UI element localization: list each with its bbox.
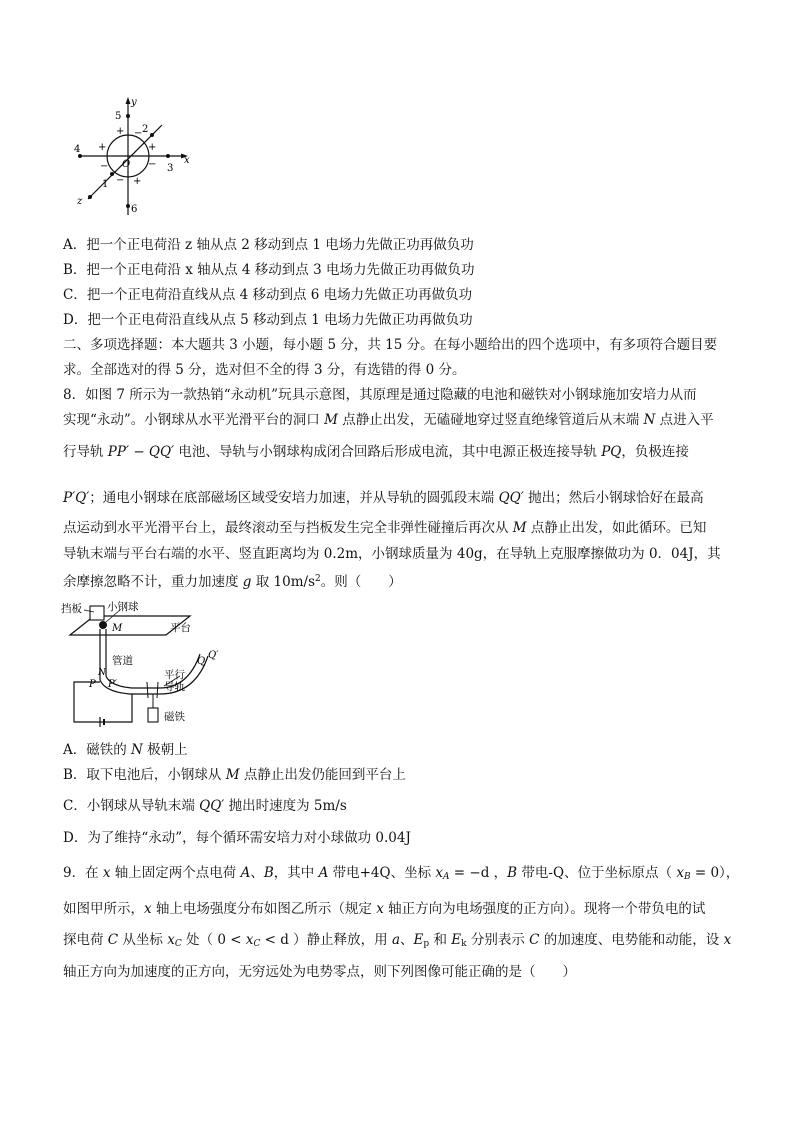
ball-label: 小钢球 bbox=[107, 601, 139, 613]
point-p-prime-label: P′ bbox=[108, 679, 117, 690]
point-2-label: 2 bbox=[142, 124, 149, 135]
magnet-label: 磁铁 bbox=[164, 711, 185, 723]
origin-label: O bbox=[122, 159, 131, 170]
charge-minus: − bbox=[134, 128, 143, 139]
q7-option-a[interactable]: A．把一个正电荷沿 z 轴从点 2 移动到点 1 电场力先做正功再做负功 bbox=[63, 237, 474, 253]
q7-option-d[interactable]: D．把一个正电荷沿直线从点 5 移动到点 1 电场力先做正功再做负功 bbox=[63, 312, 473, 328]
charge-minus: − bbox=[100, 161, 109, 172]
q9-stem-line2: 如图甲所示，x 轴上电场强度分布如图乙所示（规定 x 轴正方向为电场强度的正方向）。现将一个带负电的试 bbox=[63, 901, 706, 917]
x-axis-label: x bbox=[184, 155, 190, 166]
q8-stem-line5: 点运动到水平光滑平台上，最终滚动至与挡板发生完全非弹性碰撞后再次从 M 点静止出发，如此循环。已知 bbox=[63, 520, 707, 536]
q8-stem-line6: 导轨末端与平台右端的水平、竖直距离均为 0.2m，小钢球质量为 40g，在导轨上克服摩擦做功为 0．04J，其 bbox=[63, 546, 721, 562]
pipe-label: 管道 bbox=[112, 655, 133, 667]
charge-minus: − bbox=[148, 159, 157, 170]
q9-stem-line3: 探电荷 C 从坐标 $x_C$ 处（ $0 < x_C < d$ ）静止释放，用 a、$E_p$ 和 $E_k$ 分别表示 C 的加速度、电势能和动能，设 x bbox=[63, 932, 732, 949]
rail-label-line1: 平行 bbox=[164, 669, 185, 681]
charge-plus: + bbox=[116, 126, 125, 137]
q7-figure bbox=[60, 95, 200, 220]
point-q-label: Q bbox=[197, 656, 206, 667]
q8-option-b[interactable]: B．取下电池后，小钢球从 M 点静止出发仍能回到平台上 bbox=[63, 767, 406, 783]
baffle-label: 挡板 bbox=[61, 603, 82, 615]
platform-label: 平台 bbox=[170, 622, 191, 634]
rail-label-line2: 导轨 bbox=[164, 681, 185, 693]
q7-option-c[interactable]: C．把一个正电荷沿直线从点 4 移动到点 6 电场力先做正功再做负功 bbox=[63, 287, 473, 303]
charge-plus: + bbox=[148, 142, 157, 153]
point-3-label: 3 bbox=[167, 163, 174, 174]
q8-option-c[interactable]: C．小钢球从导轨末端 QQ′ 抛出时速度为 5m/s bbox=[63, 798, 347, 814]
q9-stem-line4: 轴正方向为加速度的正方向，无穷远处为电势零点，则下列图像可能正确的是（ ） bbox=[63, 964, 576, 980]
y-axis-label: y bbox=[131, 97, 137, 108]
q8-stem-line3: 行导轨 PP′ − QQ′ 电池、导轨与小钢球构成闭合回路后形成电流，其中电源正极连接导轨 PQ，负极连接 bbox=[63, 444, 689, 460]
q8-option-a[interactable]: A．磁铁的 N 极朝上 bbox=[63, 742, 188, 758]
point-6-label: 6 bbox=[131, 204, 138, 215]
point-1-label: 1 bbox=[102, 179, 109, 190]
section2-instructions-line2: 求。全部选对的得 5 分，选对但不全的得 3 分，有选错的得 0 分。 bbox=[63, 362, 466, 378]
charge-plus: + bbox=[98, 142, 107, 153]
point-4-label: 4 bbox=[74, 144, 81, 155]
q7-option-b[interactable]: B．把一个正电荷沿 x 轴从点 4 移动到点 3 电场力先做正功再做负功 bbox=[63, 262, 475, 278]
charge-plus: + bbox=[133, 176, 142, 187]
q9-stem-line1: 9．在 x 轴上固定两个点电荷 A、B，其中 A 带电+4Q、坐标 $x_A = -d$ ，B 带电-Q、位于坐标原点（ $x_B = 0$）， bbox=[63, 865, 740, 882]
q8-stem-line4: P′Q′；通电小钢球在底部磁场区域受安培力加速，并从导轨的圆弧段末端 QQ′ 抛出；然后小钢球恰好在最高 bbox=[63, 490, 704, 506]
q8-figure bbox=[60, 598, 235, 733]
section2-instructions-line1: 二、多项选择题：本大题共 3 小题，每小题 5 分，共 15 分。在每小题给出的四个选项中，有多项符合题目要 bbox=[63, 337, 718, 353]
q8-stem-line2: 实现“永动”。小钢球从水平光滑平台的洞口 M 点静止出发，无磕碰地穿过竖直绝缘管道后从末端 N 点进入平 bbox=[63, 412, 714, 428]
q8-stem-line1: 8．如图 7 所示为一款热销“永动机”玩具示意图，其原理是通过隐藏的电池和磁铁对小钢球施加安培力从而 bbox=[63, 387, 697, 403]
point-5-label: 5 bbox=[115, 111, 122, 122]
charge-minus: − bbox=[116, 175, 125, 186]
point-q-prime-label: Q′ bbox=[208, 650, 219, 661]
point-m-label: M bbox=[112, 623, 123, 634]
point-p-label: P bbox=[89, 679, 96, 690]
z-axis-label: z bbox=[77, 196, 83, 207]
q8-option-d[interactable]: D．为了维持“永动”，每个循环需安培力对小球做功 0.04J bbox=[63, 830, 411, 846]
point-n-label: N bbox=[98, 668, 106, 678]
q8-stem-line7: 余摩擦忽略不计，重力加速度 g 取 $10m/s^2$。则（ ） bbox=[63, 574, 402, 590]
